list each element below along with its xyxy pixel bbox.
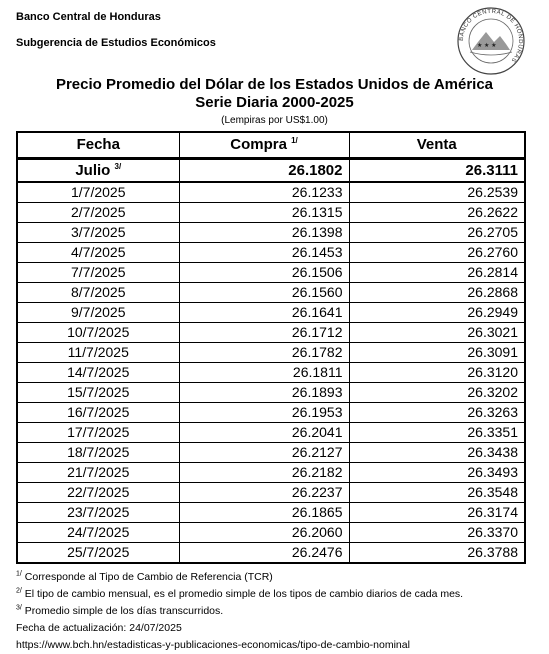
footnote-text: Promedio simple de los días transcurridos.: [24, 605, 224, 617]
exchange-rate-table: [16, 131, 526, 564]
venta-cell: 26.3548: [349, 483, 525, 503]
table-row: [17, 403, 525, 423]
venta-cell: 26.3263: [349, 403, 525, 423]
footnote-marker: 2/: [16, 587, 22, 595]
date-cell: 21/7/2025: [17, 463, 179, 483]
venta-cell: 26.2622: [349, 203, 525, 223]
compra-cell: 26.1865: [179, 503, 349, 523]
footnote-item: [16, 620, 536, 637]
table-row: [17, 223, 525, 243]
date-cell: 8/7/2025: [17, 283, 179, 303]
compra-cell: 26.1953: [179, 403, 349, 423]
footnote-marker: 1/: [16, 570, 22, 578]
venta-cell: 26.2868: [349, 283, 525, 303]
department-name: Subgerencia de Estudios Económicos: [16, 37, 216, 49]
venta-cell: 26.3438: [349, 443, 525, 463]
date-cell: 24/7/2025: [17, 523, 179, 543]
table-row: [17, 203, 525, 223]
venta-cell: 26.3351: [349, 423, 525, 443]
table-row: [17, 343, 525, 363]
footnote-text: https://www.bch.hn/estadisticas-y-publicaciones-economicas/tipo-de-cambio-nominal: [16, 639, 410, 651]
compra-cell: 26.1233: [179, 182, 349, 203]
table-row: [17, 303, 525, 323]
summary-venta: 26.3111: [349, 159, 525, 183]
date-cell: 25/7/2025: [17, 543, 179, 564]
report-units: (Lempiras por US$1.00): [221, 115, 328, 126]
table-row: [17, 423, 525, 443]
institution-name: Banco Central de Honduras: [16, 11, 161, 23]
compra-cell: 26.1315: [179, 203, 349, 223]
footnote-item: [16, 569, 536, 586]
compra-cell: 26.1782: [179, 343, 349, 363]
table-row: [17, 483, 525, 503]
table-row: [17, 543, 525, 564]
table-row: [17, 383, 525, 403]
date-cell: 2/7/2025: [17, 203, 179, 223]
date-cell: 23/7/2025: [17, 503, 179, 523]
venta-cell: 26.2760: [349, 243, 525, 263]
table-row: [17, 182, 525, 203]
table-row: [17, 243, 525, 263]
date-cell: 18/7/2025: [17, 443, 179, 463]
table-row: [17, 323, 525, 343]
compra-cell: 26.1506: [179, 263, 349, 283]
compra-cell: 26.2476: [179, 543, 349, 564]
date-cell: 10/7/2025: [17, 323, 179, 343]
venta-cell: 26.3370: [349, 523, 525, 543]
table-row: [17, 463, 525, 483]
header-compra-label: Compra: [230, 136, 287, 153]
compra-cell: 26.1893: [179, 383, 349, 403]
venta-cell: 26.3091: [349, 343, 525, 363]
date-cell: 22/7/2025: [17, 483, 179, 503]
header-venta: Venta: [349, 132, 525, 159]
venta-cell: 26.3493: [349, 463, 525, 483]
compra-cell: 26.2060: [179, 523, 349, 543]
date-cell: 15/7/2025: [17, 383, 179, 403]
table-row: [17, 443, 525, 463]
compra-cell: 26.1398: [179, 223, 349, 243]
date-cell: 1/7/2025: [17, 182, 179, 203]
summary-row: [17, 159, 525, 183]
svg-text:★ ★ ★: ★ ★ ★: [477, 43, 497, 49]
footnote-item: [16, 586, 536, 603]
table-row: [17, 503, 525, 523]
table-row: [17, 523, 525, 543]
venta-cell: 26.3021: [349, 323, 525, 343]
compra-cell: 26.1560: [179, 283, 349, 303]
date-cell: 4/7/2025: [17, 243, 179, 263]
compra-cell: 26.1811: [179, 363, 349, 383]
venta-cell: 26.3788: [349, 543, 525, 564]
date-cell: 9/7/2025: [17, 303, 179, 323]
header-compra-footnote: 1/: [291, 136, 298, 145]
footnote-marker: 3/: [16, 604, 22, 612]
header-fecha: Fecha: [17, 132, 179, 159]
summary-compra: 26.1802: [179, 159, 349, 183]
venta-cell: 26.3174: [349, 503, 525, 523]
date-cell: 14/7/2025: [17, 363, 179, 383]
footnotes: [16, 569, 536, 654]
venta-cell: 26.2949: [349, 303, 525, 323]
venta-cell: 26.3202: [349, 383, 525, 403]
date-cell: 3/7/2025: [17, 223, 179, 243]
compra-cell: 26.2237: [179, 483, 349, 503]
footnote-text: Fecha de actualización: 24/07/2025: [16, 622, 182, 634]
summary-month: Julio: [75, 162, 111, 179]
compra-cell: 26.2041: [179, 423, 349, 443]
bank-seal-logo: [456, 6, 526, 76]
report-title: Precio Promedio del Dólar de los Estados Unidos de América: [55, 76, 494, 93]
report-series: Serie Diaria 2000-2025: [195, 94, 354, 111]
summary-footnote: 3/: [114, 162, 122, 171]
table-row: [17, 283, 525, 303]
compra-cell: 26.1712: [179, 323, 349, 343]
venta-cell: 26.2814: [349, 263, 525, 283]
svg-text:BANCO CENTRAL DE HONDURAS: BANCO CENTRAL DE HONDURAS: [458, 8, 524, 64]
venta-cell: 26.2705: [349, 223, 525, 243]
footnote-item: [16, 603, 536, 620]
table-header-row: [17, 132, 525, 159]
date-cell: 16/7/2025: [17, 403, 179, 423]
compra-cell: 26.1641: [179, 303, 349, 323]
date-cell: 11/7/2025: [17, 343, 179, 363]
compra-cell: 26.1453: [179, 243, 349, 263]
venta-cell: 26.3120: [349, 363, 525, 383]
date-cell: 7/7/2025: [17, 263, 179, 283]
compra-cell: 26.2182: [179, 463, 349, 483]
summary-label-cell: [17, 159, 179, 183]
table-row: [17, 363, 525, 383]
date-cell: 17/7/2025: [17, 423, 179, 443]
footnote-text: El tipo de cambio mensual, es el promedio simple de los tipos de cambio diarios de cada mes.: [24, 588, 464, 600]
table-row: [17, 263, 525, 283]
footnote-text: Corresponde al Tipo de Cambio de Referencia (TCR): [24, 571, 273, 583]
venta-cell: 26.2539: [349, 182, 525, 203]
header-compra: [179, 132, 349, 159]
compra-cell: 26.2127: [179, 443, 349, 463]
